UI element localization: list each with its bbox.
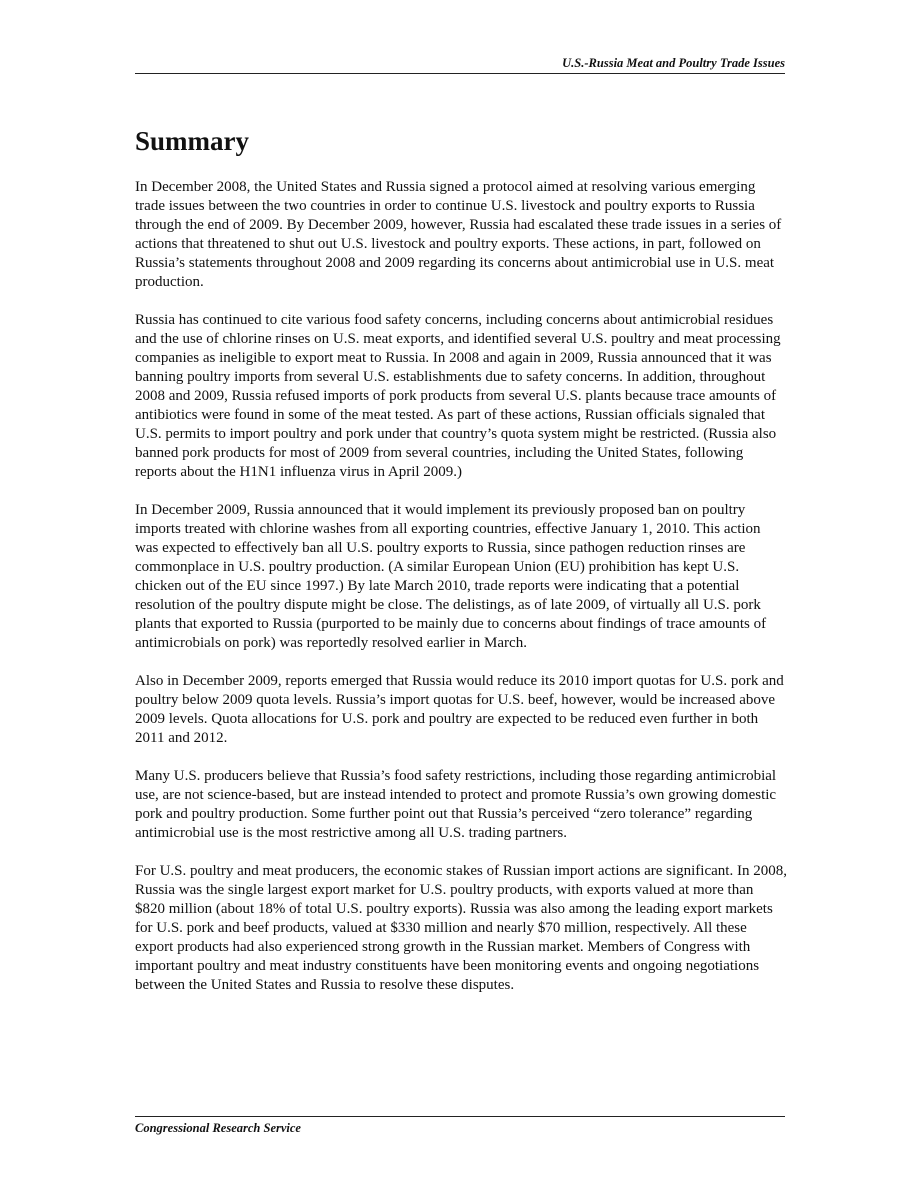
paragraph-5: Many U.S. producers believe that Russia’s food safety restrictions, including those regarding antimicrobial use, are not science-based, but are instead intended to protect and promote Russia’s own growing domestic pork and poultry production. Some further point out that Russia’s perceived “zero tolerance” regarding antimicrobial use is the most restrictive among all U.S. trading partners.: [135, 768, 777, 841]
paragraph-3: In December 2009, Russia announced that it would implement its previously proposed ban on poultry imports treated with chlorine washes from all exporting countries, effective January 1, 2010. This action was expected to effectively ban all U.S. poultry exports to Russia, since pathogen reduction rinses are commonplace in U.S. poultry production. (A similar European Union (EU) prohibition has kept U.S. chicken out of the EU since 1997.) By late March 2010, trade reports were indicating that a potential resolution of the poultry dispute might be close. The delistings, as of late 2009, of virtually all U.S. pork plants that exported to Russia (purported to be mainly due to concerns about findings of trace amounts of antimicrobials on pork) was reportedly resolved earlier in March.: [135, 502, 767, 651]
running-header: U.S.-Russia Meat and Poultry Trade Issues: [562, 56, 785, 70]
footer-rule: [135, 1116, 785, 1117]
header-rule: [135, 73, 785, 74]
summary-body: [135, 178, 787, 1014]
paragraph-6: For U.S. poultry and meat producers, the economic stakes of Russian import actions are significant. In 2008, Russia was the single largest export market for U.S. poultry products, with exports valued at more than $820 million (about 18% of total U.S. poultry exports). Russia was also among the leading export markets for U.S. pork and beef products, valued at $330 million and nearly $70 million, respectively. All these export products had also experienced strong growth in the Russian market. Members of Congress with important poultry and meat industry constituents have been monitoring events and ongoing negotiations between the United States and Russia to resolve these disputes.: [135, 863, 787, 993]
section-title: Summary: [135, 126, 249, 156]
paragraph-4: Also in December 2009, reports emerged that Russia would reduce its 2010 import quotas for U.S. pork and poultry below 2009 quota levels. Russia’s import quotas for U.S. beef, however, would be increased above 2009 levels. Quota allocations for U.S. pork and poultry are expected to be reduced even further in both 2011 and 2012.: [135, 673, 784, 746]
paragraph-1: In December 2008, the United States and Russia signed a protocol aimed at resolving various emerging trade issues between the two countries in order to continue U.S. livestock and poultry exports to Russia through the end of 2009. By December 2009, however, Russia had escalated these trade issues in a series of actions that threatened to shut out U.S. livestock and poultry exports. These actions, in part, followed on Russia’s statements throughout 2008 and 2009 regarding its concerns about antimicrobial use in U.S. meat production.: [135, 179, 782, 290]
running-footer: Congressional Research Service: [135, 1121, 301, 1135]
paragraph-2: Russia has continued to cite various food safety concerns, including concerns about antimicrobial residues and the use of chlorine rinses on U.S. meat exports, and identified several U.S. poultry and meat processing companies as ineligible to export meat to Russia. In 2008 and again in 2009, Russia announced that it was banning poultry imports from several U.S. establishments due to safety concerns. In addition, throughout 2008 and 2009, Russia refused imports of pork products from several U.S. plants because trace amounts of antibiotics were found in some of the meat tested. As part of these actions, Russian officials signaled that U.S. permits to import poultry and pork under that country’s quota system might be restricted. (Russia also banned pork products for most of 2009 from several countries, including the United States, following reports about the H1N1 influenza virus in April 2009.): [135, 312, 781, 480]
